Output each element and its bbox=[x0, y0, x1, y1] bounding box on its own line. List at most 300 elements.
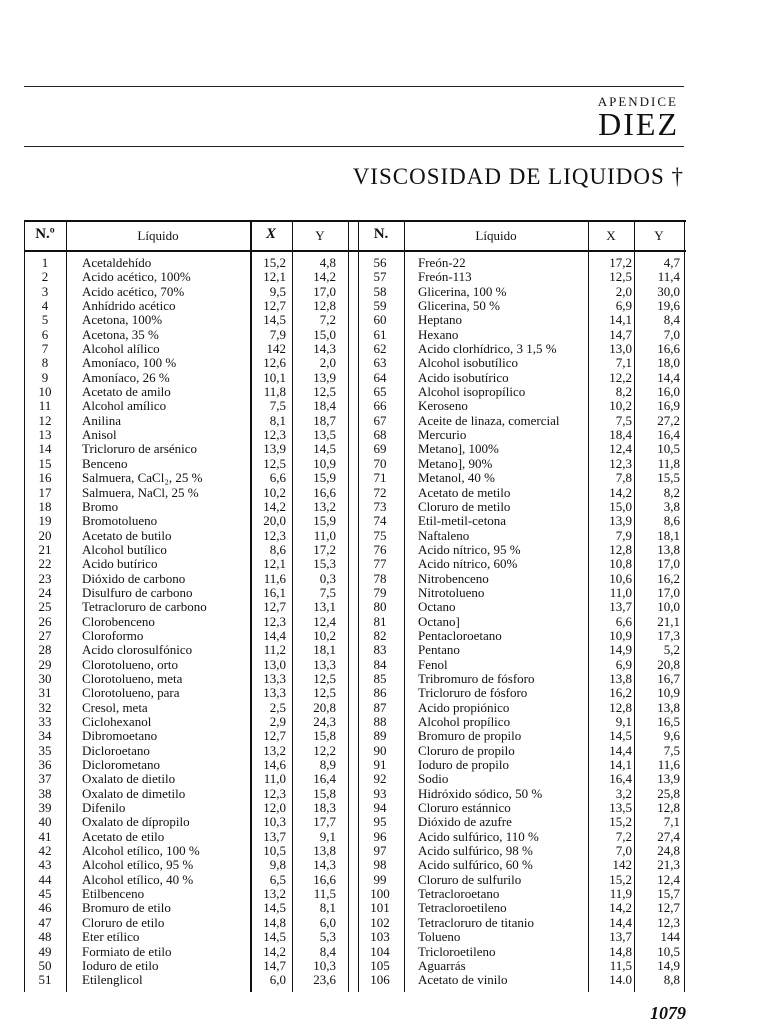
liquid-name: Acido acético, 100% bbox=[82, 269, 191, 285]
y-value: 16,2 bbox=[657, 570, 680, 586]
y-value: 10,2 bbox=[313, 627, 336, 643]
liquid-name: Bromuro de propilo bbox=[418, 728, 522, 744]
appendix-title: DIEZ bbox=[598, 106, 679, 142]
liquid-name: Etilenglicol bbox=[82, 972, 143, 988]
liquid-number: 91 bbox=[373, 757, 387, 773]
x-value: 13,0 bbox=[263, 656, 286, 672]
y-value: 20,8 bbox=[657, 656, 680, 672]
table-row bbox=[24, 442, 354, 456]
y-value: 12,5 bbox=[313, 670, 336, 686]
table-row bbox=[356, 600, 686, 614]
x-value: 15,2 bbox=[263, 255, 286, 270]
x-value: 7,2 bbox=[615, 828, 632, 844]
liquid-number: 11 bbox=[38, 398, 52, 414]
liquid-name: Dibromoetano bbox=[82, 728, 158, 744]
x-value: 7,8 bbox=[615, 470, 632, 486]
x-value: 7,9 bbox=[269, 326, 286, 342]
liquid-name: Metano], 100% bbox=[418, 441, 499, 457]
y-value: 15,3 bbox=[313, 556, 336, 572]
y-value: 25,8 bbox=[657, 785, 680, 801]
table-row bbox=[24, 815, 354, 829]
liquid-number: 40 bbox=[38, 814, 52, 830]
x-value: 14,4 bbox=[609, 914, 632, 930]
liquid-number: 81 bbox=[373, 613, 387, 629]
right-rows bbox=[356, 256, 686, 988]
table-row bbox=[24, 500, 354, 514]
liquid-number: 8 bbox=[41, 355, 49, 371]
liquid-number: 58 bbox=[373, 283, 387, 299]
y-value: 13,1 bbox=[313, 599, 336, 615]
x-value: 15,2 bbox=[609, 871, 632, 887]
liquid-number: 44 bbox=[38, 871, 52, 887]
liquid-name: Disulfuro de carbono bbox=[82, 584, 193, 600]
table-row bbox=[356, 557, 686, 571]
x-value: 2,5 bbox=[269, 699, 286, 715]
y-value: 13,9 bbox=[657, 771, 680, 787]
table-row bbox=[24, 930, 354, 944]
y-value: 20,8 bbox=[313, 699, 336, 715]
x-value: 14,4 bbox=[609, 742, 632, 758]
liquid-name: Clorotolueno, orto bbox=[82, 656, 179, 672]
x-value: 18,4 bbox=[609, 427, 632, 443]
liquid-name: Eter etílico bbox=[82, 929, 140, 945]
y-value: 7,0 bbox=[663, 326, 680, 342]
liquid-name: Aguarrás bbox=[418, 957, 466, 973]
table-row bbox=[356, 686, 686, 700]
y-value: 10,0 bbox=[657, 599, 680, 615]
x-value: 13,3 bbox=[263, 685, 286, 701]
y-value: 19,6 bbox=[657, 298, 680, 314]
x-value: 142 bbox=[612, 857, 632, 873]
liquid-name: Benceno bbox=[82, 455, 128, 471]
table-row bbox=[24, 887, 354, 901]
liquid-name: Pentano bbox=[418, 642, 460, 658]
table-row bbox=[356, 930, 686, 944]
y-value: 11,8 bbox=[657, 455, 680, 471]
x-value: 14,2 bbox=[609, 484, 632, 500]
x-value: 14,9 bbox=[609, 642, 632, 658]
x-value: 3,2 bbox=[615, 785, 632, 801]
x-value: 11,9 bbox=[609, 886, 632, 902]
viscosity-table bbox=[24, 220, 686, 992]
y-value: 14,4 bbox=[657, 369, 680, 385]
liquid-name: Clorobenceno bbox=[82, 613, 155, 629]
liquid-name: Nitrobenceno bbox=[418, 570, 489, 586]
liquid-number: 83 bbox=[373, 642, 387, 658]
liquid-number: 57 bbox=[373, 269, 387, 285]
table-row bbox=[356, 830, 686, 844]
x-value: 16,4 bbox=[609, 771, 632, 787]
x-value: 13,3 bbox=[263, 670, 286, 686]
liquid-number: 92 bbox=[373, 771, 387, 787]
y-value: 14,9 bbox=[657, 957, 680, 973]
y-value: 16,6 bbox=[657, 341, 680, 357]
table-row bbox=[356, 471, 686, 485]
table-row bbox=[24, 486, 354, 500]
y-value: 16,6 bbox=[313, 871, 336, 887]
liquid-name: Salmuera, CaCl₂, 25 % bbox=[82, 470, 203, 486]
table-row bbox=[356, 543, 686, 557]
table-row bbox=[24, 342, 354, 356]
liquid-name: Acido sulfúrico, 98 % bbox=[418, 843, 533, 859]
liquid-number: 6 bbox=[41, 326, 49, 342]
liquid-name: Octano] bbox=[418, 613, 460, 629]
liquid-number: 68 bbox=[373, 427, 387, 443]
y-value: 8,9 bbox=[319, 757, 336, 773]
y-value: 12,7 bbox=[657, 900, 680, 916]
x-value: 9,5 bbox=[269, 283, 286, 299]
liquid-name: Heptano bbox=[418, 312, 463, 328]
y-value: 10,9 bbox=[657, 685, 680, 701]
liquid-number: 12 bbox=[38, 412, 52, 428]
y-value: 0,3 bbox=[319, 570, 336, 586]
liquid-number: 63 bbox=[373, 355, 387, 371]
liquid-name: Acido sulfúrico, 60 % bbox=[418, 857, 533, 873]
liquid-name: Oxalato de dietilo bbox=[82, 771, 176, 787]
liquid-name: Acido clorosulfónico bbox=[82, 642, 193, 658]
liquid-number: 71 bbox=[373, 470, 387, 486]
y-value: 8,4 bbox=[663, 312, 680, 328]
liquid-name: Dióxido de carbono bbox=[82, 570, 186, 586]
y-value: 18,0 bbox=[657, 355, 680, 371]
x-value: 12,5 bbox=[609, 269, 632, 285]
liquid-name: Anisol bbox=[82, 427, 117, 443]
x-value: 11,5 bbox=[609, 957, 632, 973]
y-value: 144 bbox=[660, 929, 680, 945]
liquid-name: Amoníaco, 26 % bbox=[82, 369, 170, 385]
liquid-name: Metano], 90% bbox=[418, 455, 493, 471]
x-value: 12,8 bbox=[609, 699, 632, 715]
y-value: 18,3 bbox=[313, 800, 336, 816]
liquid-name: Acetato de vinilo bbox=[418, 972, 508, 988]
y-value: 14,2 bbox=[313, 269, 336, 285]
table-row bbox=[356, 500, 686, 514]
liquid-name: Alcohol etílico, 95 % bbox=[82, 857, 194, 873]
x-value: 8,1 bbox=[269, 412, 286, 428]
liquid-number: 69 bbox=[373, 441, 387, 457]
liquid-name: Acetona, 100% bbox=[82, 312, 163, 328]
table-row bbox=[356, 945, 686, 959]
y-value: 24,3 bbox=[313, 714, 336, 729]
liquid-number: 31 bbox=[38, 685, 52, 701]
left-y-header: Y bbox=[315, 228, 325, 243]
table-row bbox=[356, 672, 686, 686]
x-value: 14,2 bbox=[609, 900, 632, 916]
liquid-number: 73 bbox=[373, 498, 387, 514]
x-value: 10,8 bbox=[609, 556, 632, 572]
table-row bbox=[24, 299, 354, 313]
table-row bbox=[356, 758, 686, 772]
liquid-number: 60 bbox=[373, 312, 387, 328]
liquid-number: 66 bbox=[373, 398, 387, 414]
table-row bbox=[24, 615, 354, 629]
liquid-name: Acido sulfúrico, 110 % bbox=[418, 828, 539, 844]
liquid-number: 80 bbox=[373, 599, 387, 615]
table-row bbox=[356, 428, 686, 442]
liquid-name: Cloruro de metilo bbox=[418, 498, 511, 514]
liquid-name: Alcohol isopropílico bbox=[418, 384, 526, 400]
x-value: 15,0 bbox=[609, 498, 632, 514]
liquid-name: Dicloroetano bbox=[82, 742, 150, 758]
liquid-number: 39 bbox=[38, 800, 52, 816]
liquid-number: 51 bbox=[38, 972, 52, 988]
liquid-number: 2 bbox=[41, 269, 49, 285]
left-name-header: Líquido bbox=[137, 228, 179, 243]
table-row bbox=[356, 658, 686, 672]
x-value: 14,8 bbox=[609, 943, 632, 959]
liquid-number: 47 bbox=[38, 914, 52, 930]
y-value: 18,1 bbox=[657, 527, 680, 543]
x-value: 13,5 bbox=[609, 800, 632, 816]
liquid-name: Etilbenceno bbox=[82, 886, 145, 902]
x-value: 10,6 bbox=[609, 570, 632, 586]
liquid-number: 43 bbox=[38, 857, 52, 873]
y-value: 17,0 bbox=[313, 283, 336, 299]
liquid-name: Ioduro de etilo bbox=[82, 957, 159, 973]
liquid-number: 95 bbox=[373, 814, 387, 830]
liquid-number: 104 bbox=[370, 943, 390, 959]
liquid-name: Cloruro de propilo bbox=[418, 742, 515, 758]
x-value: 6,6 bbox=[269, 470, 286, 486]
table-row bbox=[356, 629, 686, 643]
liquid-name: Cloruro estánnico bbox=[418, 800, 511, 816]
liquid-name: Freón-113 bbox=[418, 269, 472, 285]
x-value: 14,7 bbox=[263, 957, 286, 973]
liquid-number: 22 bbox=[38, 556, 52, 572]
x-value: 14,7 bbox=[609, 326, 632, 342]
y-value: 11,0 bbox=[313, 527, 336, 543]
table-row bbox=[24, 643, 354, 657]
y-value: 16,5 bbox=[657, 714, 680, 729]
y-value: 12,8 bbox=[657, 800, 680, 816]
x-value: 8,6 bbox=[269, 541, 286, 557]
liquid-number: 70 bbox=[373, 455, 387, 471]
y-value: 10,9 bbox=[313, 455, 336, 471]
liquid-name: Alcohol etílico, 100 % bbox=[82, 843, 200, 859]
x-value: 12,3 bbox=[263, 527, 286, 543]
x-value: 10,2 bbox=[609, 398, 632, 414]
x-value: 14.0 bbox=[609, 972, 632, 988]
liquid-name: Sodio bbox=[418, 771, 449, 787]
table-row bbox=[24, 901, 354, 915]
table-row bbox=[356, 643, 686, 657]
right-name-header: Líquido bbox=[475, 228, 517, 243]
table-row bbox=[24, 256, 354, 270]
liquid-name: Tolueno bbox=[418, 929, 461, 945]
liquid-number: 102 bbox=[370, 914, 390, 930]
x-value: 7,1 bbox=[615, 355, 632, 371]
x-value: 13,7 bbox=[609, 929, 632, 945]
y-value: 4,7 bbox=[663, 255, 680, 270]
y-value: 15,5 bbox=[657, 470, 680, 486]
liquid-number: 56 bbox=[373, 255, 387, 270]
liquid-number: 27 bbox=[38, 627, 52, 643]
y-value: 13,2 bbox=[313, 498, 336, 514]
liquid-number: 96 bbox=[373, 828, 387, 844]
y-value: 3,8 bbox=[663, 498, 680, 514]
table-row bbox=[24, 471, 354, 485]
liquid-name: Bromotolueno bbox=[82, 513, 158, 529]
y-value: 8,2 bbox=[663, 484, 680, 500]
x-value: 7,0 bbox=[615, 843, 632, 859]
liquid-number: 86 bbox=[373, 685, 387, 701]
liquid-name: Tetracloroetileno bbox=[418, 900, 507, 916]
right-y-header: Y bbox=[654, 228, 664, 243]
liquid-number: 1 bbox=[41, 255, 49, 270]
liquid-name: Ioduro de propilo bbox=[418, 757, 509, 773]
table-row bbox=[356, 270, 686, 284]
table-row bbox=[24, 959, 354, 973]
table-row bbox=[356, 701, 686, 715]
y-value: 10,3 bbox=[313, 957, 336, 973]
liquid-number: 9 bbox=[41, 369, 49, 385]
x-value: 20,0 bbox=[263, 513, 286, 529]
liquid-name: Clorotolueno, para bbox=[82, 685, 180, 701]
table-row bbox=[24, 270, 354, 284]
liquid-number: 19 bbox=[38, 513, 52, 529]
liquid-number: 10 bbox=[38, 384, 52, 400]
liquid-number: 16 bbox=[38, 470, 52, 486]
liquid-name: Aceite de linaza, comercial bbox=[418, 412, 560, 428]
liquid-name: Naftaleno bbox=[418, 527, 470, 543]
table-row bbox=[24, 629, 354, 643]
liquid-number: 59 bbox=[373, 298, 387, 314]
table-row bbox=[24, 586, 354, 600]
table-row bbox=[24, 557, 354, 571]
x-value: 7,5 bbox=[615, 412, 632, 428]
table-row bbox=[356, 887, 686, 901]
table-row bbox=[24, 758, 354, 772]
liquid-name: Alcohol propílico bbox=[418, 714, 511, 729]
liquid-name: Tetracloruro de carbono bbox=[82, 599, 207, 615]
liquid-name: Tribromuro de fósforo bbox=[418, 670, 535, 686]
liquid-number: 3 bbox=[41, 283, 49, 299]
y-value: 18,1 bbox=[313, 642, 336, 658]
liquid-name: Clorotolueno, meta bbox=[82, 670, 183, 686]
liquid-name: Tricloruro de arsénico bbox=[82, 441, 198, 457]
liquid-number: 89 bbox=[373, 728, 387, 744]
x-value: 13,7 bbox=[263, 828, 286, 844]
liquid-number: 33 bbox=[38, 714, 52, 729]
table-row bbox=[356, 442, 686, 456]
x-value: 13,2 bbox=[263, 742, 286, 758]
x-value: 6,9 bbox=[615, 656, 632, 672]
liquid-name: Anilina bbox=[82, 412, 121, 428]
table-top-border bbox=[24, 220, 686, 222]
x-value: 12,7 bbox=[263, 728, 286, 744]
x-value: 13,8 bbox=[609, 670, 632, 686]
y-value: 15,9 bbox=[313, 470, 336, 486]
y-value: 9,6 bbox=[663, 728, 680, 744]
x-value: 12,3 bbox=[263, 613, 286, 629]
y-value: 12,3 bbox=[657, 914, 680, 930]
x-value: 6,5 bbox=[269, 871, 286, 887]
x-value: 11,0 bbox=[609, 584, 632, 600]
liquid-name: Acetaldehído bbox=[82, 255, 152, 270]
x-value: 11,0 bbox=[263, 771, 286, 787]
table-row bbox=[24, 658, 354, 672]
section-rule bbox=[24, 146, 684, 147]
y-value: 15,8 bbox=[313, 785, 336, 801]
liquid-number: 28 bbox=[38, 642, 52, 658]
table-row bbox=[356, 299, 686, 313]
liquid-number: 75 bbox=[373, 527, 387, 543]
liquid-name: Acido isobutírico bbox=[418, 369, 509, 385]
x-value: 12,1 bbox=[263, 269, 286, 285]
y-value: 16,7 bbox=[657, 670, 680, 686]
y-value: 13,3 bbox=[313, 656, 336, 672]
table-row bbox=[356, 615, 686, 629]
y-value: 21,3 bbox=[657, 857, 680, 873]
liquid-name: Cloruro de etilo bbox=[82, 914, 165, 930]
liquid-number: 50 bbox=[38, 957, 52, 973]
table-row bbox=[356, 973, 686, 987]
table-row bbox=[356, 285, 686, 299]
y-value: 21,1 bbox=[657, 613, 680, 629]
liquid-name: Oxalato de dípropilo bbox=[82, 814, 190, 830]
x-value: 10,1 bbox=[263, 369, 286, 385]
liquid-name: Oxalato de dimetilo bbox=[82, 785, 186, 801]
liquid-number: 49 bbox=[38, 943, 52, 959]
left-rows bbox=[24, 256, 354, 988]
table-row bbox=[24, 543, 354, 557]
table-row bbox=[356, 328, 686, 342]
liquid-name: Keroseno bbox=[418, 398, 468, 414]
liquid-number: 37 bbox=[38, 771, 52, 787]
y-value: 7,1 bbox=[663, 814, 680, 830]
y-value: 14,5 bbox=[313, 441, 336, 457]
y-value: 16,4 bbox=[313, 771, 336, 787]
x-value: 10,3 bbox=[263, 814, 286, 830]
x-value: 17,2 bbox=[609, 255, 632, 270]
y-value: 8,8 bbox=[663, 972, 680, 988]
x-value: 13,2 bbox=[263, 886, 286, 902]
liquid-number: 48 bbox=[38, 929, 52, 945]
liquid-number: 62 bbox=[373, 341, 387, 357]
table-row bbox=[24, 701, 354, 715]
y-value: 12,5 bbox=[313, 685, 336, 701]
table-row bbox=[24, 772, 354, 786]
table-row bbox=[24, 945, 354, 959]
x-value: 2,9 bbox=[269, 714, 286, 729]
liquid-number: 21 bbox=[38, 541, 52, 557]
y-value: 10,5 bbox=[657, 441, 680, 457]
table-row bbox=[24, 371, 354, 385]
x-value: 14,5 bbox=[263, 929, 286, 945]
x-value: 14,5 bbox=[609, 728, 632, 744]
liquid-name: Tetracloruro de titanio bbox=[418, 914, 535, 930]
y-value: 14,3 bbox=[313, 341, 336, 357]
page-number: 1079 bbox=[650, 1003, 686, 1023]
table-row bbox=[356, 529, 686, 543]
table-row bbox=[356, 772, 686, 786]
x-value: 12,4 bbox=[609, 441, 632, 457]
y-value: 7,2 bbox=[319, 312, 336, 328]
liquid-number: 94 bbox=[373, 800, 387, 816]
liquid-name: Acido nítrico, 60% bbox=[418, 556, 518, 572]
liquid-name: Alcohol isobutílico bbox=[418, 355, 519, 371]
x-value: 12,8 bbox=[609, 541, 632, 557]
x-value: 13,9 bbox=[263, 441, 286, 457]
table-row bbox=[24, 414, 354, 428]
liquid-number: 13 bbox=[38, 427, 52, 443]
table-row bbox=[24, 385, 354, 399]
left-num-header: N.º bbox=[35, 226, 55, 242]
liquid-name: Pentacloroetano bbox=[418, 627, 502, 643]
x-value: 12,0 bbox=[263, 800, 286, 816]
liquid-name: Metanol, 40 % bbox=[418, 470, 495, 486]
table-row bbox=[356, 572, 686, 586]
